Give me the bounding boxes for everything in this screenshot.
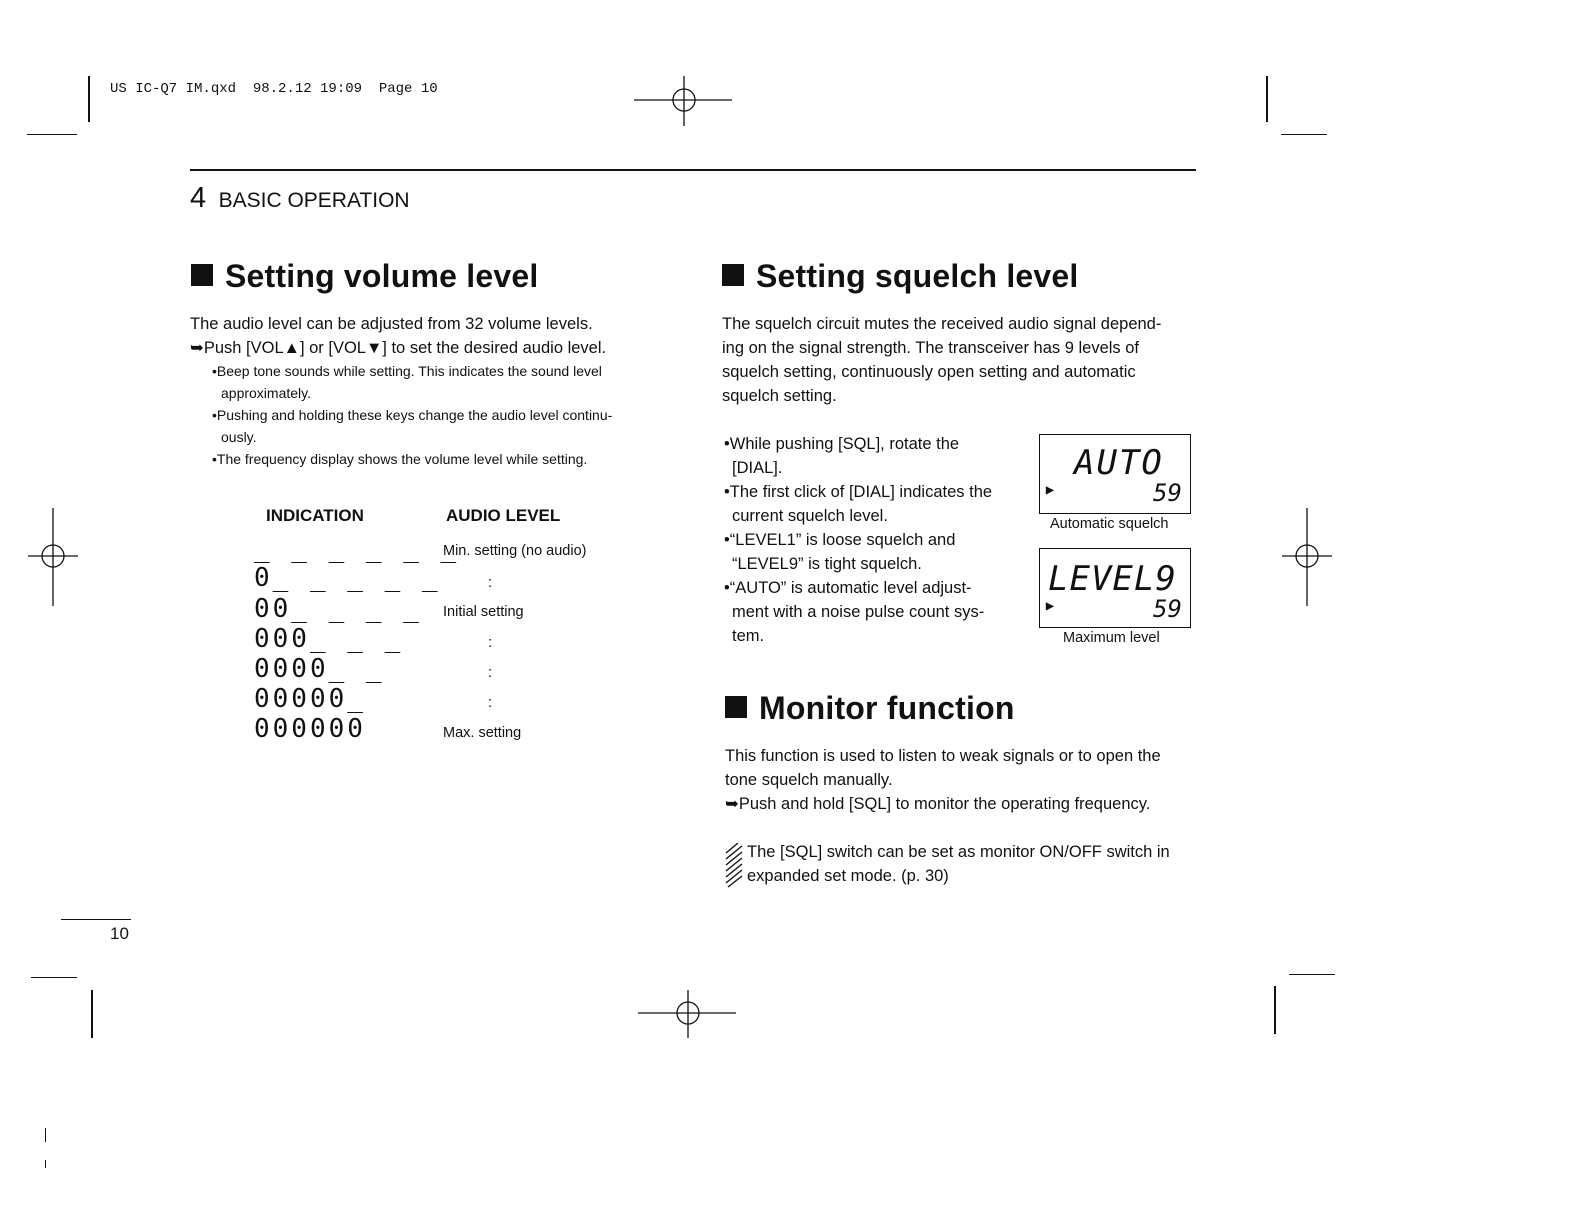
chapter-title: BASIC OPERATION [218,189,410,212]
lcd-sub-text: 59 [1153,595,1182,623]
audio-level: Max. setting [443,725,522,741]
indication-row: 000_ _ _ [254,624,404,654]
indication-row: 000000 [254,714,366,744]
audio-level: : [488,574,493,591]
squelch-bullet: tem. [732,627,765,645]
squelch-section-title: Setting squelch level [722,258,1079,295]
volume-intro: The audio level can be adjusted from 32 volume levels. [190,315,593,333]
volume-bullet: •The frequency display shows the volume level while setting. [212,451,588,467]
crop-mark [88,76,90,122]
table-header-audio: AUDIO LEVEL [446,506,561,525]
squelch-bullet: [DIAL]. [732,459,783,477]
monitor-section-title: Monitor function [725,690,1015,727]
indication-row: 0_ _ _ _ _ [254,563,441,593]
header-rule [190,169,1196,171]
crop-mark [91,990,93,1038]
registration-mark-icon [638,990,738,1040]
indication-row: 0000_ _ [254,654,385,684]
squelch-bullet: current squelch level. [732,507,888,525]
lcd-main-text: LEVEL9 [1048,559,1177,599]
note-icon [724,843,746,889]
lcd-display-auto [1039,434,1191,514]
audio-level: : [488,664,493,681]
lcd-main-text: AUTO [1074,443,1164,483]
registration-mark-icon [28,508,80,608]
crop-mark [1289,974,1335,975]
crop-mark [45,1128,46,1142]
crop-mark [27,134,77,135]
audio-level: Min. setting (no audio) [443,543,587,559]
squelch-bullet: ment with a noise pulse count sys- [732,603,985,621]
monitor-text: This function is used to listen to weak signals or to open the [725,747,1161,765]
lcd-sub-text: 59 [1153,479,1182,507]
squelch-intro: squelch setting. [722,387,837,405]
speaker-icon: ▶ [1046,485,1054,496]
registration-mark-icon [634,76,734,126]
volume-bullet: ously. [221,429,257,445]
audio-level: Initial setting [443,604,524,620]
registration-mark-icon [1282,508,1334,608]
page-number: 10 [110,924,129,943]
square-bullet-icon [722,264,744,286]
volume-step: ➥Push [VOL▲] or [VOL▼] to set the desired audio level. [190,339,607,357]
crop-mark [45,1160,46,1168]
squelch-bullet: •The first click of [DIAL] indicates the [724,483,993,501]
squelch-bullet: “LEVEL9” is tight squelch. [732,555,922,573]
lcd-caption: Maximum level [1063,630,1160,646]
square-bullet-icon [191,264,213,286]
monitor-step: ➥Push and hold [SQL] to monitor the operating frequency. [725,795,1151,813]
squelch-bullet: •While pushing [SQL], rotate the [724,435,960,453]
squelch-bullet: •“AUTO” is automatic level adjust- [724,579,972,597]
table-header-indication: INDICATION [266,506,364,525]
squelch-intro: The squelch circuit mutes the received audio signal depend- [722,315,1162,333]
squelch-intro: squelch setting, continuously open setting and automatic [722,363,1136,381]
speaker-icon: ▶ [1046,601,1054,612]
chapter-heading [190,182,410,215]
volume-bullet: •Beep tone sounds while setting. This indicates the sound level [212,363,602,379]
squelch-intro: ing on the signal strength. The transceiver has 9 levels of [722,339,1140,357]
lcd-caption: Automatic squelch [1050,516,1169,532]
indication-row: 00_ _ _ _ [254,594,422,624]
lcd-display-level [1039,548,1191,628]
monitor-text: tone squelch manually. [725,771,893,789]
volume-bullet: •Pushing and holding these keys change the audio level continu- [212,407,613,423]
volume-section-title: Setting volume level [191,258,538,295]
crop-mark [1266,76,1268,122]
print-header: US IC-Q7 IM.qxd 98.2.12 19:09 Page 10 [110,81,438,97]
square-bullet-icon [725,696,747,718]
crop-mark [1281,134,1327,135]
indication-row: 00000_ [254,684,366,714]
squelch-bullet: •“LEVEL1” is loose squelch and [724,531,956,549]
page-number-rule [61,919,131,920]
chapter-number: 4 [190,182,207,214]
crop-mark [31,977,77,978]
monitor-note: expanded set mode. (p. 30) [747,867,949,885]
crop-mark [1274,986,1276,1034]
audio-level: : [488,634,493,651]
audio-level: : [488,694,493,711]
monitor-note: The [SQL] switch can be set as monitor ON/OFF switch in [747,843,1170,861]
volume-bullet: approximately. [221,385,312,401]
indication-row: _ _ _ _ _ _ [254,534,460,564]
